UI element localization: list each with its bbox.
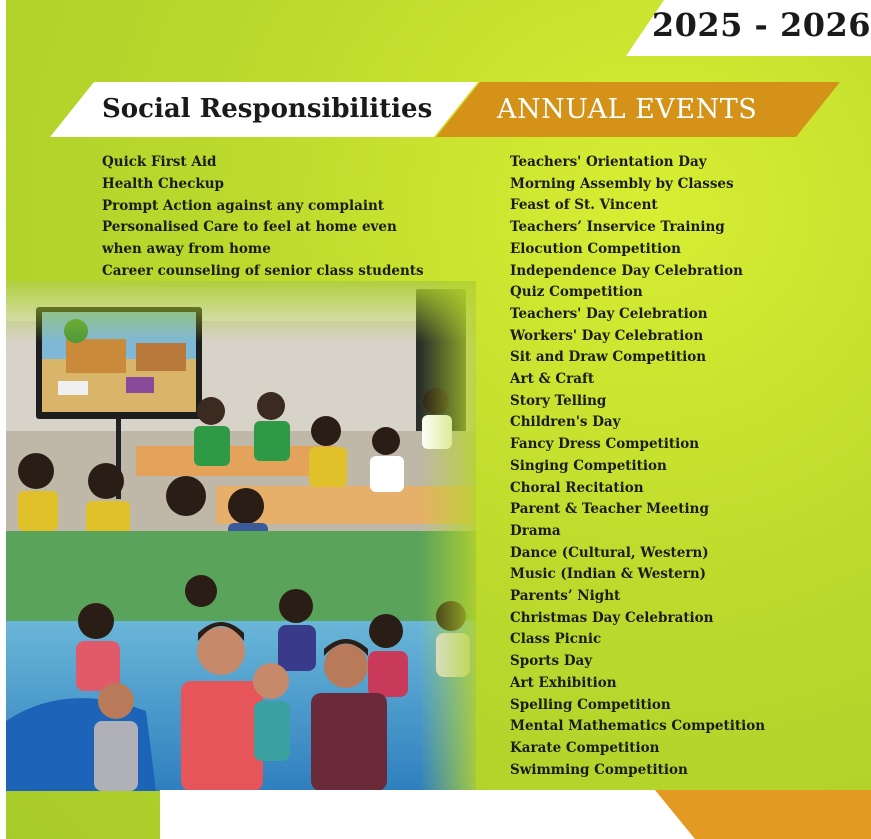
list-item: Spelling Competition <box>510 696 671 713</box>
annual-events-list <box>510 152 765 781</box>
list-item: Quick First Aid <box>102 154 217 170</box>
list-item: Choral Recitation <box>510 479 644 496</box>
list-item: Sports Day <box>510 653 593 670</box>
list-item: Fancy Dress Competition <box>510 436 700 453</box>
annual-events-heading: ANNUAL EVENTS <box>497 94 758 125</box>
list-item: Sit and Draw Competition <box>510 349 707 366</box>
school-activities-photo-collage <box>6 281 476 791</box>
list-item: Mental Mathematics Competition <box>510 718 766 735</box>
list-item: Prompt Action against any complaint <box>102 197 385 214</box>
list-item: Music (Indian & Western) <box>510 566 707 583</box>
list-item: Independence Day Celebration <box>510 262 743 279</box>
list-item: Art & Craft <box>510 371 595 388</box>
list-item: Teachers' Orientation Day <box>510 154 707 170</box>
list-item: Morning Assembly by Classes <box>510 175 734 192</box>
list-item: Teachers' Day Celebration <box>510 305 708 322</box>
academic-year: 2025 - 2026 <box>651 6 871 44</box>
list-item: Quiz Competition <box>510 284 643 301</box>
list-item: Karate Competition <box>510 739 660 756</box>
list-item: Children's Day <box>510 414 621 431</box>
list-item: Class Picnic <box>510 631 602 648</box>
list-item: Singing Competition <box>510 457 667 474</box>
list-item: Teachers’ Inservice Training <box>510 219 725 236</box>
list-item: Workers' Day Celebration <box>510 327 704 344</box>
list-item: Drama <box>510 522 561 539</box>
list-item: Art Exhibition <box>510 674 617 691</box>
list-item: Health Checkup <box>102 175 224 192</box>
list-item: Feast of St. Vincent <box>510 197 658 214</box>
list-item: Parent & Teacher Meeting <box>510 501 709 518</box>
list-item: Parents’ Night <box>510 588 621 605</box>
list-item: Dance (Cultural, Western) <box>510 544 709 561</box>
list-item: Christmas Day Celebration <box>510 609 714 626</box>
social-responsibilities-heading: Social Responsibilities <box>102 94 433 124</box>
list-item: Personalised Care to feel at home even <box>102 219 397 236</box>
list-item: Story Telling <box>510 392 607 409</box>
list-item: Career counseling of senior class students <box>102 262 424 279</box>
social-responsibilities-list <box>102 152 424 283</box>
list-item: when away from home <box>102 241 271 258</box>
list-item: Elocution Competition <box>510 240 681 257</box>
list-item: Swimming Competition <box>510 761 688 778</box>
